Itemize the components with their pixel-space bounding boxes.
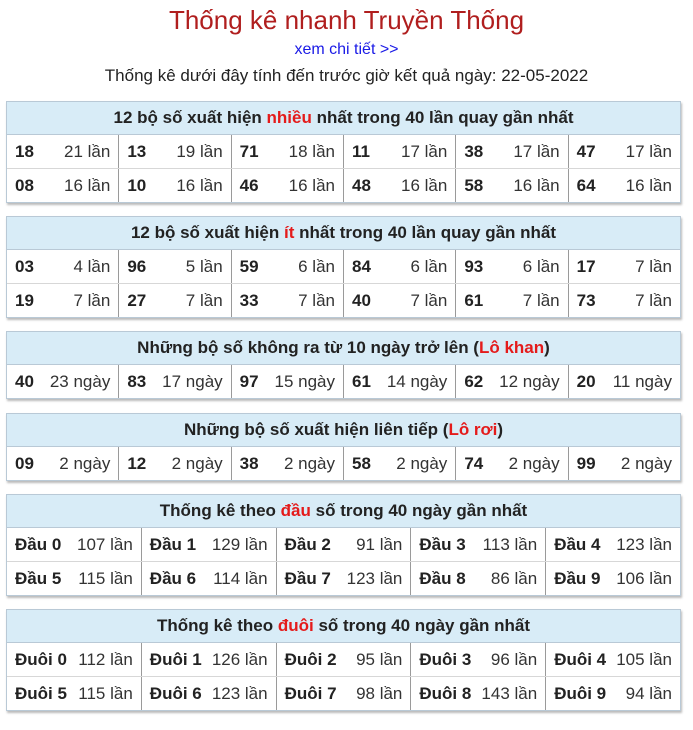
stat-number: 03: [15, 256, 34, 276]
stat-count: 123 lần: [346, 568, 403, 588]
duoi-section: [6, 609, 681, 711]
stats-grid: [7, 250, 680, 317]
stat-count: 98 lần: [356, 683, 403, 703]
stat-number: 73: [576, 290, 596, 310]
stat-count: 126 lần: [211, 649, 268, 669]
stat-number: Đuôi 9: [554, 683, 607, 703]
stat-count: 17 lần: [400, 141, 448, 161]
stat-cell: [231, 169, 343, 202]
stat-number: 19: [15, 290, 34, 310]
stat-cell: [7, 169, 118, 202]
stat-cell: [545, 562, 680, 595]
stat-cell: [545, 677, 680, 710]
stat-number: Đuôi 6: [149, 683, 202, 703]
stat-cell: [455, 250, 567, 283]
section-header: Những bộ số không ra từ 10 ngày trở lên (Lô khan): [7, 332, 680, 365]
stat-number: 61: [351, 371, 371, 391]
stat-cell: [455, 284, 567, 317]
stat-count: 6 lần: [410, 256, 448, 276]
stats-grid: [7, 643, 680, 710]
stat-count: 6 lần: [298, 256, 335, 276]
stat-count: 18 lần: [288, 141, 335, 161]
stat-cell: [343, 365, 455, 398]
stat-number: 58: [464, 175, 484, 195]
stat-cell: [343, 250, 455, 283]
stat-count: 123 lần: [616, 534, 672, 554]
stats-row: [7, 135, 680, 168]
stat-cell: [455, 135, 567, 168]
stat-cell: [343, 135, 455, 168]
stat-count: 115 lần: [78, 568, 133, 588]
stat-number: 12: [127, 453, 147, 473]
stats-grid: [7, 365, 680, 398]
stat-number: Đầu 6: [149, 568, 197, 588]
stat-cell: [568, 250, 680, 283]
stat-number: 58: [351, 453, 371, 473]
stat-count: 17 lần: [625, 141, 672, 161]
stat-count: 12 ngày: [499, 371, 560, 391]
stat-number: 20: [576, 371, 596, 391]
stat-number: Đuôi 5: [15, 683, 67, 703]
stat-cell: [276, 643, 411, 676]
stat-number: 33: [239, 290, 259, 310]
section-header: 12 bộ số xuất hiện ít nhất trong 40 lần quay gần nhất: [7, 217, 680, 250]
stat-count: 115 lần: [78, 683, 133, 703]
stat-number: Đầu 8: [419, 568, 466, 588]
stat-cell: [231, 250, 343, 283]
stat-count: 107 lần: [77, 534, 133, 554]
stat-number: Đuôi 8: [419, 683, 472, 703]
stat-count: 129 lần: [211, 534, 268, 554]
stats-row: [7, 168, 680, 202]
stat-count: 14 ngày: [386, 371, 448, 391]
stat-count: 7 lần: [522, 290, 560, 310]
stat-cell: [455, 447, 567, 480]
stat-count: 2 ngày: [171, 453, 223, 473]
stat-count: 16 lần: [513, 175, 560, 195]
stat-count: 113 lần: [482, 534, 538, 554]
stat-number: 74: [464, 453, 484, 473]
stat-number: 47: [576, 141, 596, 161]
stat-count: 16 lần: [625, 175, 672, 195]
stat-cell: [410, 528, 545, 561]
stat-number: 40: [351, 290, 371, 310]
stat-number: 97: [239, 371, 259, 391]
stat-number: 11: [351, 141, 370, 161]
stats-row: [7, 528, 680, 561]
stat-number: 27: [127, 290, 147, 310]
stat-cell: [231, 447, 343, 480]
stats-row: [7, 643, 680, 676]
stat-count: 105 lần: [616, 649, 672, 669]
stat-cell: [455, 365, 567, 398]
stats-row: [7, 365, 680, 398]
stats-grid: [7, 528, 680, 595]
stat-cell: [141, 643, 276, 676]
stat-count: 23 ngày: [49, 371, 111, 391]
most-frequent-section: [6, 101, 681, 203]
lo-khan-section: [6, 331, 681, 399]
stat-cell: [343, 284, 455, 317]
stat-cell: [118, 135, 230, 168]
stat-count: 94 lần: [625, 683, 672, 703]
stats-row: [7, 250, 680, 283]
stat-cell: [568, 447, 680, 480]
stat-count: 19 lần: [176, 141, 223, 161]
page-title: Thống kê nhanh Truyền Thống: [168, 5, 525, 35]
stat-cell: [231, 284, 343, 317]
page-subtitle: Thống kê dưới đây tính đến trước giờ kết quả ngày: 22-05-2022: [104, 66, 589, 85]
stat-count: 5 lần: [185, 256, 223, 276]
stats-grid: [7, 447, 680, 480]
stat-number: 18: [15, 141, 34, 161]
stat-number: 10: [127, 175, 147, 195]
stat-cell: [343, 447, 455, 480]
stat-count: 95 lần: [356, 649, 403, 669]
stat-number: 93: [464, 256, 484, 276]
stat-cell: [7, 643, 141, 676]
stat-count: 86 lần: [490, 568, 538, 588]
stat-count: 143 lần: [481, 683, 538, 703]
stat-cell: [7, 562, 141, 595]
stat-number: 59: [239, 256, 259, 276]
stat-number: 17: [576, 256, 596, 276]
stats-row: [7, 447, 680, 480]
stat-count: 7 lần: [185, 290, 223, 310]
stat-cell: [7, 135, 118, 168]
stat-cell: [118, 447, 230, 480]
stat-cell: [7, 365, 118, 398]
lo-roi-section: [6, 413, 681, 481]
stat-count: 17 ngày: [162, 371, 223, 391]
stat-cell: [343, 169, 455, 202]
stat-number: Đuôi 0: [15, 649, 67, 669]
stat-cell: [7, 447, 118, 480]
stat-number: 99: [576, 453, 596, 473]
stat-cell: [410, 643, 545, 676]
stat-count: 7 lần: [73, 290, 111, 310]
stat-number: 13: [127, 141, 147, 161]
stat-count: 15 ngày: [274, 371, 335, 391]
stat-count: 6 lần: [522, 256, 560, 276]
stat-cell: [141, 677, 276, 710]
stat-count: 2 ngày: [59, 453, 111, 473]
view-details-link[interactable]: xem chi tiết >>: [294, 41, 399, 58]
stat-cell: [455, 169, 567, 202]
stat-count: 2 ngày: [620, 453, 672, 473]
stat-number: Đầu 0: [15, 534, 62, 554]
stat-number: Đầu 2: [284, 534, 331, 554]
stat-cell: [7, 677, 141, 710]
stat-number: 08: [15, 175, 34, 195]
stat-count: 91 lần: [356, 534, 403, 554]
stat-count: 106 lần: [616, 568, 672, 588]
stat-number: 62: [464, 371, 484, 391]
stat-cell: [568, 365, 680, 398]
stat-cell: [231, 365, 343, 398]
stat-number: 46: [239, 175, 259, 195]
stat-cell: [118, 169, 230, 202]
stat-cell: [7, 528, 141, 561]
stat-number: 09: [15, 453, 34, 473]
stat-count: 4 lần: [73, 256, 111, 276]
stat-cell: [276, 562, 411, 595]
dau-section: [6, 494, 681, 596]
stat-cell: [410, 562, 545, 595]
stat-number: Đầu 7: [284, 568, 331, 588]
stat-cell: [7, 250, 118, 283]
stats-grid: [7, 135, 680, 202]
stat-cell: [545, 643, 680, 676]
stat-number: Đuôi 2: [284, 649, 337, 669]
stat-number: 48: [351, 175, 371, 195]
stat-cell: [7, 284, 118, 317]
stat-number: 83: [127, 371, 147, 391]
stat-count: 7 lần: [410, 290, 448, 310]
stat-number: 38: [239, 453, 259, 473]
stats-row: [7, 283, 680, 317]
stat-count: 7 lần: [635, 256, 672, 276]
stat-count: 7 lần: [298, 290, 335, 310]
stat-number: 61: [464, 290, 484, 310]
stat-count: 123 lần: [211, 683, 268, 703]
section-header: Thống kê theo đuôi số trong 40 ngày gần nhất: [7, 610, 680, 643]
stats-row: [7, 676, 680, 710]
stat-number: 96: [127, 256, 147, 276]
stat-number: Đuôi 7: [284, 683, 337, 703]
section-header: Thống kê theo đầu số trong 40 ngày gần nhất: [7, 495, 680, 528]
stat-number: 64: [576, 175, 596, 195]
section-header: 12 bộ số xuất hiện nhiều nhất trong 40 lần quay gần nhất: [7, 102, 680, 135]
stat-count: 17 lần: [513, 141, 560, 161]
stat-number: Đầu 3: [419, 534, 466, 554]
stat-count: 11 ngày: [612, 371, 672, 391]
stat-cell: [118, 284, 230, 317]
stat-number: Đầu 1: [149, 534, 197, 554]
section-header: Những bộ số xuất hiện liên tiếp (Lô rơi): [7, 414, 680, 447]
stat-count: 7 lần: [635, 290, 672, 310]
stat-number: Đuôi 3: [419, 649, 472, 669]
stat-cell: [276, 677, 411, 710]
stat-number: 71: [239, 141, 259, 161]
stats-row: [7, 561, 680, 595]
stat-number: 38: [464, 141, 484, 161]
stat-cell: [141, 528, 276, 561]
stat-number: Đầu 4: [554, 534, 601, 554]
stat-count: 114 lần: [213, 568, 268, 588]
stat-number: Đuôi 1: [149, 649, 202, 669]
stat-count: 96 lần: [490, 649, 538, 669]
stat-number: 84: [351, 256, 371, 276]
stat-number: 40: [15, 371, 34, 391]
stat-count: 16 lần: [288, 175, 335, 195]
stat-cell: [276, 528, 411, 561]
stat-count: 16 lần: [176, 175, 223, 195]
stat-count: 2 ngày: [508, 453, 560, 473]
stat-count: 2 ngày: [283, 453, 335, 473]
stat-count: 16 lần: [400, 175, 448, 195]
stat-count: 2 ngày: [396, 453, 448, 473]
stat-number: Đầu 5: [15, 568, 62, 588]
least-frequent-section: [6, 216, 681, 318]
stat-number: Đầu 9: [554, 568, 601, 588]
stat-cell: [410, 677, 545, 710]
stat-cell: [118, 365, 230, 398]
stat-cell: [141, 562, 276, 595]
stat-number: Đuôi 4: [554, 649, 607, 669]
stat-cell: [568, 284, 680, 317]
stat-cell: [231, 135, 343, 168]
stat-cell: [568, 135, 680, 168]
stat-count: 16 lần: [64, 175, 111, 195]
stat-cell: [545, 528, 680, 561]
stat-cell: [118, 250, 230, 283]
stat-count: 21 lần: [64, 141, 111, 161]
stat-cell: [568, 169, 680, 202]
stat-count: 112 lần: [78, 649, 133, 669]
